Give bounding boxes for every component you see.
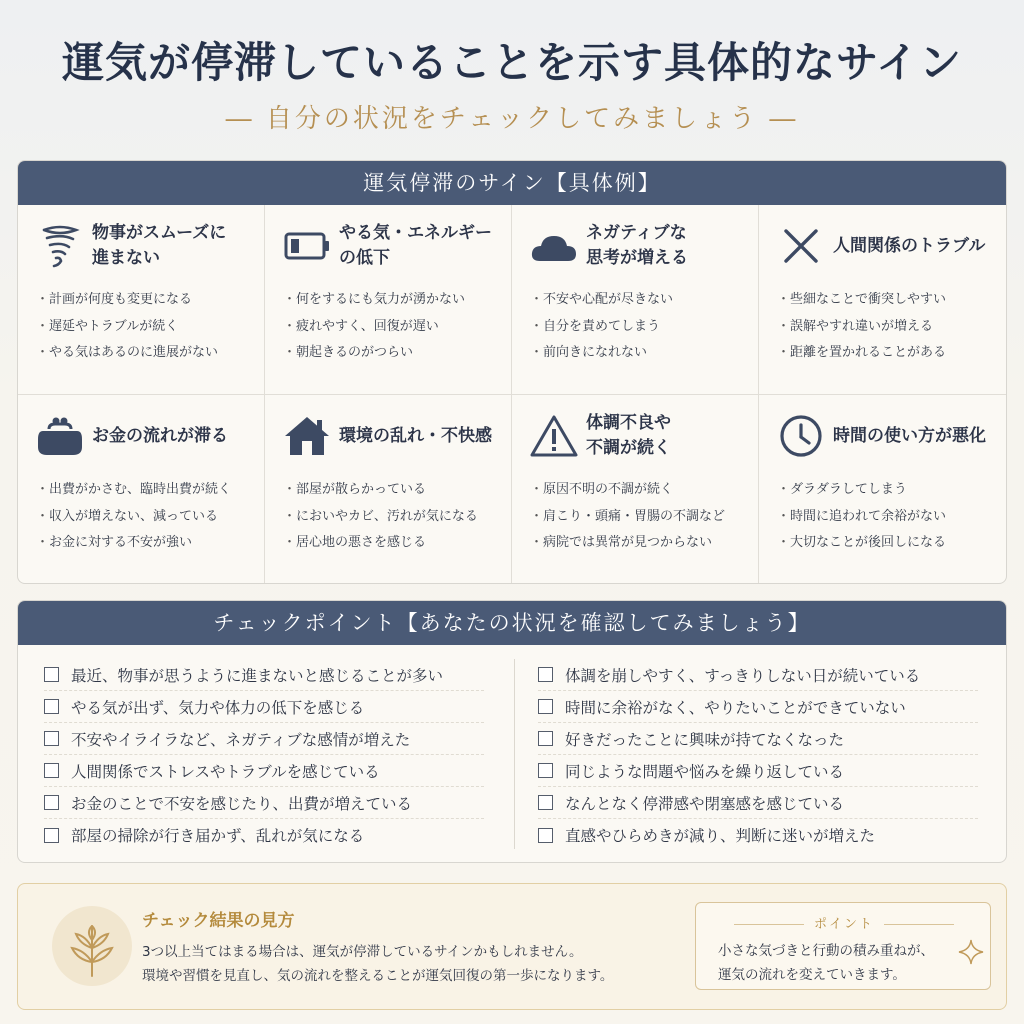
check-label: お金のことで不安を感じたり、出費が増えている	[71, 794, 413, 813]
sign-card	[759, 395, 1006, 584]
sign-bullet: ・ 朝起きるのがつらい	[283, 340, 495, 367]
check-item[interactable]	[538, 819, 978, 851]
signs-grid	[18, 205, 1006, 584]
check-label: なんとなく停滞感や閉塞感を感じている	[565, 794, 845, 813]
checklist-divider	[514, 659, 515, 849]
sign-card	[512, 395, 759, 584]
checkbox[interactable]	[44, 731, 59, 746]
checklist-left	[44, 659, 484, 851]
checkpoint-header: チェックポイント【あなたの状況を確認してみましょう】	[18, 601, 1006, 645]
sign-bullet: ・ 何をするにも気力が湧かない	[283, 287, 495, 314]
sign-bullet: ・ 誤解やすれ違いが増える	[777, 314, 990, 341]
sign-title-line: 物事がスムーズに	[92, 223, 227, 243]
sign-title-line: 時間の使い方が悪化	[833, 425, 986, 446]
result-text: 環境や習慣を見直し、気の流れを整えることが運気回復の第一歩になります。	[142, 968, 614, 984]
checkbox[interactable]	[538, 699, 553, 714]
sign-bullet: ・ 時間に追われて余裕がない	[777, 504, 990, 531]
sign-card	[265, 205, 512, 395]
check-label: 好きだったことに興味が持てなくなった	[565, 730, 845, 749]
checkbox[interactable]	[538, 667, 553, 682]
checkbox[interactable]	[538, 795, 553, 810]
sign-bullet: ・ 原因不明の不調が続く	[530, 477, 742, 504]
sign-bullet: ・ 疲れやすく、回復が遅い	[283, 314, 495, 341]
sign-title-line: 体調不良や	[586, 413, 671, 433]
checkbox[interactable]	[44, 828, 59, 843]
checkpoint-panel	[17, 600, 1007, 863]
leaf-icon	[50, 904, 134, 988]
sign-title-line: ネガティブな	[586, 223, 687, 243]
sign-bullet: ・ 病院では異常が見つからない	[530, 530, 742, 557]
sign-title-line: 環境の乱れ・不快感	[339, 425, 492, 446]
check-item[interactable]	[44, 691, 484, 723]
result-box	[17, 883, 1007, 1010]
check-label: 不安やイライラなど、ネガティブな感情が増えた	[71, 730, 411, 749]
checkbox[interactable]	[538, 828, 553, 843]
check-item[interactable]	[44, 819, 484, 851]
checklist-right	[538, 659, 978, 851]
sign-card	[512, 205, 759, 395]
checkbox[interactable]	[44, 763, 59, 778]
sign-bullet: ・ 収入が増えない、減っている	[36, 504, 248, 531]
check-label: 直感やひらめきが減り、判断に迷いが増えた	[565, 827, 876, 845]
point-box	[695, 902, 991, 990]
check-item[interactable]	[538, 723, 978, 755]
sign-card	[18, 395, 265, 584]
sign-card	[759, 205, 1006, 395]
sign-bullet: ・ 不安や心配が尽きない	[530, 287, 742, 314]
check-item[interactable]	[44, 723, 484, 755]
sign-bullet: ・ においやカビ、汚れが気になる	[283, 504, 495, 531]
clock-icon	[777, 412, 825, 460]
sign-bullet: ・ 部屋が散らかっている	[283, 477, 495, 504]
checkbox[interactable]	[44, 667, 59, 682]
sign-card	[265, 395, 512, 584]
check-label: 部屋の掃除が行き届かず、乱れが気になる	[71, 827, 365, 845]
check-item[interactable]	[538, 659, 978, 691]
page-subtitle: ― 自分の状況をチェックしてみましょう ―	[225, 104, 799, 134]
sign-bullet: ・ 自分を責めてしまう	[530, 314, 742, 341]
sign-bullet: ・ 出費がかさむ、臨時出費が続く	[36, 477, 248, 504]
sign-bullet: ・ 肩こり・頭痛・胃腸の不調など	[530, 504, 742, 531]
cloud-icon	[530, 222, 578, 270]
low-battery-icon	[283, 222, 331, 270]
check-label: 同じような問題や悩みを繰り返している	[565, 762, 845, 781]
house-icon	[283, 412, 331, 460]
check-label: 体調を崩しやすく、すっきりしない日が続いている	[565, 666, 921, 685]
sign-bullet: ・ やる気はあるのに進展がない	[36, 340, 248, 367]
sign-bullet: ・ ダラダラしてしまう	[777, 477, 990, 504]
check-label: 時間に余裕がなく、やりたいことができていない	[565, 698, 906, 717]
point-label: ポイント	[696, 913, 992, 932]
checkbox[interactable]	[538, 731, 553, 746]
sign-bullet: ・ 前向きになれない	[530, 340, 742, 367]
sign-bullet: ・ 些細なことで衝突しやすい	[777, 287, 990, 314]
point-text: 小さな気づきと行動の積み重ねが、	[718, 943, 934, 959]
checkbox[interactable]	[44, 795, 59, 810]
page-title: 運気が停滞していることを示す具体的なサイン	[61, 38, 963, 87]
check-item[interactable]	[538, 755, 978, 787]
sign-title-line: 人間関係のトラブル	[833, 235, 986, 256]
signs-panel	[17, 160, 1007, 584]
sign-title-line: 思考が増える	[586, 248, 688, 268]
sign-title-line: やる気・エネルギー	[339, 223, 492, 243]
sign-title-line: 不調が続く	[586, 438, 671, 458]
sign-bullet: ・ 大切なことが後回しになる	[777, 530, 990, 557]
cross-icon	[777, 222, 825, 270]
check-label: やる気が出ず、気力や体力の低下を感じる	[71, 698, 365, 717]
point-text: 運気の流れを変えていきます。	[718, 967, 906, 983]
sign-bullet: ・ 居心地の悪さを感じる	[283, 530, 495, 557]
sign-title-line: の低下	[339, 248, 390, 268]
check-item[interactable]	[44, 787, 484, 819]
signs-header: 運気停滞のサイン【具体例】	[18, 161, 1006, 205]
check-label: 人間関係でストレスやトラブルを感じている	[71, 762, 380, 781]
sparkle-icon	[958, 939, 984, 965]
check-label: 最近、物事が思うように進まないと感じることが多い	[71, 666, 444, 685]
sign-title-line: 進まない	[92, 248, 160, 268]
checkbox[interactable]	[538, 763, 553, 778]
result-title: チェック結果の見方	[142, 911, 295, 931]
sign-bullet: ・ お金に対する不安が強い	[36, 530, 248, 557]
sign-bullet: ・ 遅延やトラブルが続く	[36, 314, 248, 341]
purse-icon	[36, 412, 84, 460]
sign-title-line: お金の流れが滞る	[92, 425, 228, 446]
checkbox[interactable]	[44, 699, 59, 714]
result-text: 3つ以上当てはまる場合は、運気が停滞しているサインかもしれません。	[142, 944, 583, 960]
sign-bullet: ・ 距離を置かれることがある	[777, 340, 990, 367]
warning-icon	[530, 412, 578, 460]
check-item[interactable]	[538, 787, 978, 819]
check-item[interactable]	[44, 659, 484, 691]
sign-card	[18, 205, 265, 395]
check-item[interactable]	[44, 755, 484, 787]
check-item[interactable]	[538, 691, 978, 723]
tornado-icon	[36, 222, 84, 270]
sign-bullet: ・ 計画が何度も変更になる	[36, 287, 248, 314]
